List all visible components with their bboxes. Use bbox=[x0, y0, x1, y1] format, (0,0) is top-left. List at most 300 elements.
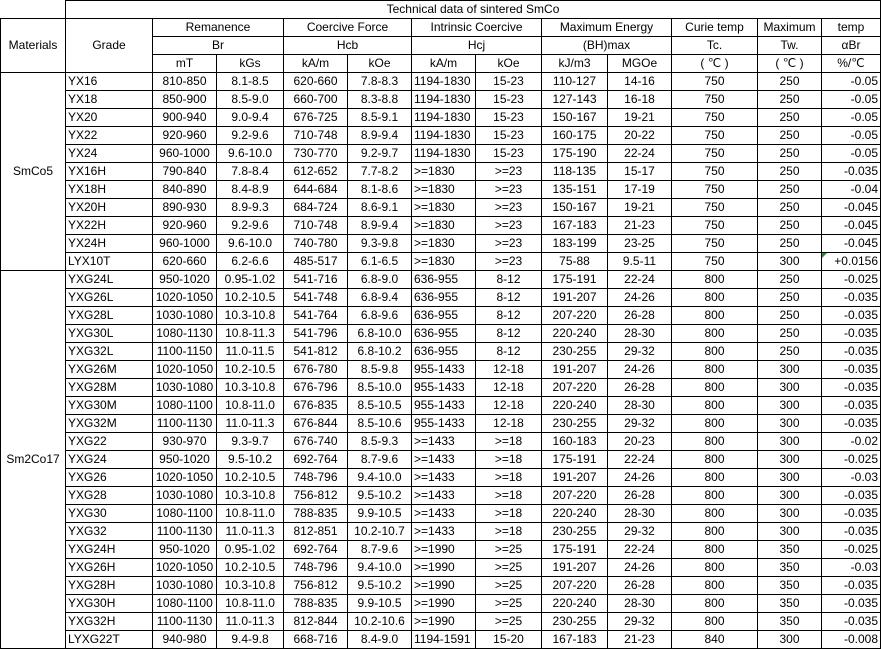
hcj-kam-cell: >=1433 bbox=[412, 451, 476, 469]
bhmax-mgoe-cell: 22-24 bbox=[608, 451, 672, 469]
hcj-koe-cell: >=23 bbox=[476, 163, 542, 181]
grade-cell: YX16H bbox=[66, 163, 153, 181]
table-row bbox=[1, 253, 881, 271]
temp-coef-cell: -0.025 bbox=[822, 451, 881, 469]
bhmax-kjm3-cell: 191-207 bbox=[542, 361, 608, 379]
coercive-symbol: Hcb bbox=[284, 37, 412, 55]
br-mt-cell: 1030-1080 bbox=[153, 379, 217, 397]
unit-cell: ( ℃ ) bbox=[672, 55, 758, 73]
br-mt-cell: 1020-1050 bbox=[153, 469, 217, 487]
hcj-koe-cell: 8-12 bbox=[476, 307, 542, 325]
unit-cell: kOe bbox=[476, 55, 542, 73]
grade-cell: LYXG22T bbox=[66, 631, 153, 649]
br-kgs-cell: 11.0-11.3 bbox=[217, 415, 284, 433]
hcj-koe-cell: 8-12 bbox=[476, 325, 542, 343]
bhmax-mgoe-cell: 19-21 bbox=[608, 109, 672, 127]
br-kgs-cell: 8.1-8.5 bbox=[217, 73, 284, 91]
hcb-kam-cell: 756-812 bbox=[284, 577, 348, 595]
hcj-kam-cell: >=1830 bbox=[412, 199, 476, 217]
br-kgs-cell: 9.4-9.8 bbox=[217, 631, 284, 649]
br-mt-cell: 1020-1050 bbox=[153, 559, 217, 577]
hcj-koe-cell: 12-18 bbox=[476, 415, 542, 433]
max-temp-cell: 300 bbox=[758, 433, 822, 451]
temp-coef-cell: -0.035 bbox=[822, 361, 881, 379]
curie-temp-cell: 750 bbox=[672, 91, 758, 109]
grade-cell: YX16 bbox=[66, 73, 153, 91]
table-row bbox=[1, 577, 881, 595]
bhmax-kjm3-cell: 118-135 bbox=[542, 163, 608, 181]
unit-cell: kOe bbox=[348, 55, 412, 73]
hcj-kam-cell: >=1990 bbox=[412, 559, 476, 577]
hcj-koe-cell: 8-12 bbox=[476, 271, 542, 289]
hcj-kam-cell: >=1433 bbox=[412, 433, 476, 451]
curie-temp-cell: 750 bbox=[672, 109, 758, 127]
bhmax-mgoe-cell: 14-16 bbox=[608, 73, 672, 91]
bhmax-kjm3-cell: 207-220 bbox=[542, 487, 608, 505]
bhmax-mgoe-cell: 22-24 bbox=[608, 145, 672, 163]
hcj-koe-cell: 15-23 bbox=[476, 145, 542, 163]
hcb-kam-cell: 740-780 bbox=[284, 235, 348, 253]
hcj-koe-cell: 15-23 bbox=[476, 127, 542, 145]
hcb-koe-cell: 8.5-9.1 bbox=[348, 109, 412, 127]
hcj-kam-cell: 636-955 bbox=[412, 289, 476, 307]
temp-coef-cell: -0.05 bbox=[822, 127, 881, 145]
hcb-koe-cell: 8.5-10.0 bbox=[348, 379, 412, 397]
max-temp-cell: 250 bbox=[758, 73, 822, 91]
hcj-koe-cell: >=18 bbox=[476, 523, 542, 541]
max-temp-cell: 350 bbox=[758, 577, 822, 595]
table-row bbox=[1, 451, 881, 469]
bhmax-mgoe-cell: 28-30 bbox=[608, 397, 672, 415]
br-mt-cell: 950-1020 bbox=[153, 541, 217, 559]
bhmax-mgoe-cell: 22-24 bbox=[608, 541, 672, 559]
max-temp-cell: 250 bbox=[758, 271, 822, 289]
table-row bbox=[1, 523, 881, 541]
temp-coef-cell: -0.05 bbox=[822, 145, 881, 163]
br-kgs-cell: 11.0-11.3 bbox=[217, 613, 284, 631]
hcb-koe-cell: 9.4-10.0 bbox=[348, 469, 412, 487]
max-temp-cell: 300 bbox=[758, 379, 822, 397]
max-temp-cell: 250 bbox=[758, 127, 822, 145]
br-mt-cell: 950-1020 bbox=[153, 451, 217, 469]
bhmax-mgoe-cell: 29-32 bbox=[608, 343, 672, 361]
hcb-koe-cell: 8.7-9.6 bbox=[348, 541, 412, 559]
grade-cell: YXG30H bbox=[66, 595, 153, 613]
curie-temp-cell: 800 bbox=[672, 577, 758, 595]
table-row bbox=[1, 199, 881, 217]
hcj-koe-cell: >=23 bbox=[476, 235, 542, 253]
energy-symbol: (BH)max bbox=[542, 37, 672, 55]
header-row-1 bbox=[1, 19, 881, 37]
hcj-koe-cell: 15-20 bbox=[476, 631, 542, 649]
hcb-koe-cell: 10.2-10.7 bbox=[348, 523, 412, 541]
temp-coef-cell: -0.035 bbox=[822, 325, 881, 343]
temp-coef-cell: -0.035 bbox=[822, 289, 881, 307]
br-kgs-cell: 11.0-11.5 bbox=[217, 343, 284, 361]
grade-cell: YXG24H bbox=[66, 541, 153, 559]
max-temp-cell: 350 bbox=[758, 541, 822, 559]
curie-symbol: Tc. bbox=[672, 37, 758, 55]
hcj-kam-cell: 636-955 bbox=[412, 271, 476, 289]
hcb-koe-cell: 8.6-9.1 bbox=[348, 199, 412, 217]
bhmax-mgoe-cell: 20-23 bbox=[608, 433, 672, 451]
curie-temp-cell: 750 bbox=[672, 163, 758, 181]
hcj-kam-cell: 955-1433 bbox=[412, 397, 476, 415]
table-row bbox=[1, 91, 881, 109]
bhmax-mgoe-cell: 26-28 bbox=[608, 487, 672, 505]
max-temp-cell: 350 bbox=[758, 595, 822, 613]
hcj-kam-cell: >=1990 bbox=[412, 577, 476, 595]
temp-coef-cell: -0.035 bbox=[822, 379, 881, 397]
hcj-kam-cell: >=1830 bbox=[412, 235, 476, 253]
bhmax-mgoe-cell: 23-25 bbox=[608, 235, 672, 253]
hcb-kam-cell: 676-796 bbox=[284, 379, 348, 397]
remanence-symbol: Br bbox=[153, 37, 284, 55]
curie-temp-cell: 750 bbox=[672, 145, 758, 163]
bhmax-kjm3-cell: 110-127 bbox=[542, 73, 608, 91]
hcb-koe-cell: 9.5-10.2 bbox=[348, 487, 412, 505]
hcb-koe-cell: 8.9-9.4 bbox=[348, 127, 412, 145]
br-mt-cell: 810-850 bbox=[153, 73, 217, 91]
br-kgs-cell: 9.2-9.6 bbox=[217, 217, 284, 235]
bhmax-mgoe-cell: 29-32 bbox=[608, 415, 672, 433]
br-kgs-cell: 9.3-9.7 bbox=[217, 433, 284, 451]
bhmax-kjm3-cell: 175-191 bbox=[542, 271, 608, 289]
bhmax-mgoe-cell: 24-26 bbox=[608, 559, 672, 577]
hcb-kam-cell: 676-740 bbox=[284, 433, 348, 451]
table-row bbox=[1, 109, 881, 127]
grade-cell: YX20 bbox=[66, 109, 153, 127]
hcb-koe-cell: 8.5-9.3 bbox=[348, 433, 412, 451]
hcb-kam-cell: 748-796 bbox=[284, 559, 348, 577]
bhmax-mgoe-cell: 26-28 bbox=[608, 577, 672, 595]
bhmax-kjm3-cell: 160-175 bbox=[542, 127, 608, 145]
br-kgs-cell: 10.8-11.0 bbox=[217, 595, 284, 613]
table-row bbox=[1, 487, 881, 505]
max-temp-cell: 300 bbox=[758, 253, 822, 271]
max-temp-cell: 250 bbox=[758, 163, 822, 181]
max-temp-cell: 250 bbox=[758, 235, 822, 253]
hcj-koe-cell: 8-12 bbox=[476, 289, 542, 307]
temp-coef-cell: -0.035 bbox=[822, 595, 881, 613]
br-kgs-cell: 9.0-9.4 bbox=[217, 109, 284, 127]
br-mt-cell: 1020-1050 bbox=[153, 361, 217, 379]
curie-temp-cell: 750 bbox=[672, 199, 758, 217]
br-mt-cell: 1080-1100 bbox=[153, 397, 217, 415]
bhmax-mgoe-cell: 9.5-11 bbox=[608, 253, 672, 271]
temp-coef-cell: -0.045 bbox=[822, 199, 881, 217]
hcb-kam-cell: 620-660 bbox=[284, 73, 348, 91]
br-kgs-cell: 10.8-11.0 bbox=[217, 505, 284, 523]
hcb-koe-cell: 9.9-10.5 bbox=[348, 595, 412, 613]
br-kgs-cell: 10.8-11.3 bbox=[217, 325, 284, 343]
grade-cell: YXG30 bbox=[66, 505, 153, 523]
br-mt-cell: 1080-1100 bbox=[153, 505, 217, 523]
grade-cell: YXG30L bbox=[66, 325, 153, 343]
bhmax-kjm3-cell: 175-191 bbox=[542, 451, 608, 469]
hcb-koe-cell: 8.5-9.8 bbox=[348, 361, 412, 379]
hcj-kam-cell: >=1830 bbox=[412, 163, 476, 181]
hcj-kam-cell: 636-955 bbox=[412, 307, 476, 325]
hcb-kam-cell: 710-748 bbox=[284, 217, 348, 235]
hcb-koe-cell: 10.2-10.6 bbox=[348, 613, 412, 631]
br-mt-cell: 920-960 bbox=[153, 127, 217, 145]
curie-temp-cell: 750 bbox=[672, 235, 758, 253]
bhmax-mgoe-cell: 17-19 bbox=[608, 181, 672, 199]
br-kgs-cell: 11.0-11.3 bbox=[217, 523, 284, 541]
grade-cell: YX24 bbox=[66, 145, 153, 163]
curie-temp-cell: 800 bbox=[672, 325, 758, 343]
max-temp-cell: 250 bbox=[758, 91, 822, 109]
hcb-kam-cell: 541-748 bbox=[284, 289, 348, 307]
hcb-kam-cell: 660-700 bbox=[284, 91, 348, 109]
table-body bbox=[1, 73, 881, 649]
table-row bbox=[1, 73, 881, 91]
hcb-koe-cell: 6.8-9.4 bbox=[348, 289, 412, 307]
br-mt-cell: 620-660 bbox=[153, 253, 217, 271]
hcb-koe-cell: 8.5-10.5 bbox=[348, 397, 412, 415]
grade-cell: YXG32L bbox=[66, 343, 153, 361]
hcj-kam-cell: 1194-1830 bbox=[412, 109, 476, 127]
material-cell: Sm2Co17 bbox=[1, 271, 66, 649]
grade-cell: YXG32M bbox=[66, 415, 153, 433]
br-mt-cell: 1100-1130 bbox=[153, 415, 217, 433]
bhmax-kjm3-cell: 207-220 bbox=[542, 379, 608, 397]
br-mt-cell: 890-930 bbox=[153, 199, 217, 217]
temp-coef-cell: +0.0156 bbox=[822, 253, 881, 271]
hcj-koe-cell: >=18 bbox=[476, 433, 542, 451]
hcb-kam-cell: 676-780 bbox=[284, 361, 348, 379]
hcb-kam-cell: 710-748 bbox=[284, 127, 348, 145]
unit-cell: MGOe bbox=[608, 55, 672, 73]
hcj-kam-cell: >=1433 bbox=[412, 523, 476, 541]
br-kgs-cell: 10.2-10.5 bbox=[217, 361, 284, 379]
hcb-kam-cell: 668-716 bbox=[284, 631, 348, 649]
hcb-kam-cell: 812-844 bbox=[284, 613, 348, 631]
hcj-kam-cell: 1194-1830 bbox=[412, 145, 476, 163]
grade-cell: YXG32 bbox=[66, 523, 153, 541]
hcb-kam-cell: 684-724 bbox=[284, 199, 348, 217]
hcj-kam-cell: >=1990 bbox=[412, 595, 476, 613]
br-kgs-cell: 8.5-9.0 bbox=[217, 91, 284, 109]
bhmax-kjm3-cell: 230-255 bbox=[542, 343, 608, 361]
bhmax-mgoe-cell: 19-21 bbox=[608, 199, 672, 217]
hcj-koe-cell: >=23 bbox=[476, 217, 542, 235]
br-kgs-cell: 8.4-8.9 bbox=[217, 181, 284, 199]
table-row bbox=[1, 163, 881, 181]
max-temp-cell: 250 bbox=[758, 289, 822, 307]
hcj-koe-cell: 15-23 bbox=[476, 73, 542, 91]
curie-temp-cell: 800 bbox=[672, 379, 758, 397]
bhmax-kjm3-cell: 75-88 bbox=[542, 253, 608, 271]
bhmax-kjm3-cell: 191-207 bbox=[542, 559, 608, 577]
max-temp-cell: 250 bbox=[758, 325, 822, 343]
bhmax-mgoe-cell: 22-24 bbox=[608, 271, 672, 289]
curie-temp-cell: 750 bbox=[672, 73, 758, 91]
hcb-kam-cell: 788-835 bbox=[284, 505, 348, 523]
bhmax-mgoe-cell: 26-28 bbox=[608, 307, 672, 325]
hcj-koe-cell: >=18 bbox=[476, 505, 542, 523]
curie-temp-cell: 800 bbox=[672, 271, 758, 289]
bhmax-kjm3-cell: 150-167 bbox=[542, 199, 608, 217]
bhmax-mgoe-cell: 16-18 bbox=[608, 91, 672, 109]
max-temp-cell: 250 bbox=[758, 307, 822, 325]
hcb-koe-cell: 8.9-9.4 bbox=[348, 217, 412, 235]
material-cell: SmCo5 bbox=[1, 73, 66, 271]
curie-temp-cell: 800 bbox=[672, 397, 758, 415]
br-mt-cell: 1030-1080 bbox=[153, 487, 217, 505]
curie-temp-cell: 800 bbox=[672, 433, 758, 451]
br-mt-cell: 920-960 bbox=[153, 217, 217, 235]
hcj-koe-cell: >=18 bbox=[476, 451, 542, 469]
hcb-kam-cell: 676-844 bbox=[284, 415, 348, 433]
hcb-kam-cell: 748-796 bbox=[284, 469, 348, 487]
max-temp-cell: 350 bbox=[758, 559, 822, 577]
br-mt-cell: 960-1000 bbox=[153, 235, 217, 253]
table-row bbox=[1, 325, 881, 343]
hcb-koe-cell: 6.8-10.2 bbox=[348, 343, 412, 361]
hcb-koe-cell: 9.9-10.5 bbox=[348, 505, 412, 523]
table-row bbox=[1, 307, 881, 325]
br-kgs-cell: 7.8-8.4 bbox=[217, 163, 284, 181]
corner-cell bbox=[1, 1, 66, 19]
tempcoef-symbol: αBr bbox=[822, 37, 881, 55]
temp-coef-cell: -0.035 bbox=[822, 505, 881, 523]
max-temp-cell: 250 bbox=[758, 109, 822, 127]
max-temp-cell: 300 bbox=[758, 361, 822, 379]
bhmax-kjm3-cell: 220-240 bbox=[542, 505, 608, 523]
table-row bbox=[1, 145, 881, 163]
curie-temp-cell: 840 bbox=[672, 631, 758, 649]
curie-temp-cell: 750 bbox=[672, 181, 758, 199]
grade-cell: LYX10T bbox=[66, 253, 153, 271]
hcj-koe-cell: >=23 bbox=[476, 253, 542, 271]
hcb-koe-cell: 6.8-9.0 bbox=[348, 271, 412, 289]
hcj-koe-cell: 15-23 bbox=[476, 91, 542, 109]
table-row bbox=[1, 541, 881, 559]
br-kgs-cell: 9.5-10.2 bbox=[217, 451, 284, 469]
hcj-koe-cell: >=25 bbox=[476, 559, 542, 577]
table-row bbox=[1, 433, 881, 451]
br-mt-cell: 900-940 bbox=[153, 109, 217, 127]
hcj-koe-cell: >=25 bbox=[476, 577, 542, 595]
curie-temp-cell: 800 bbox=[672, 307, 758, 325]
energy-header: Maximum Energy bbox=[542, 19, 672, 37]
temp-coef-cell: -0.045 bbox=[822, 217, 881, 235]
bhmax-mgoe-cell: 24-26 bbox=[608, 361, 672, 379]
br-mt-cell: 1030-1080 bbox=[153, 577, 217, 595]
curie-temp-cell: 800 bbox=[672, 415, 758, 433]
bhmax-mgoe-cell: 20-22 bbox=[608, 127, 672, 145]
table-row bbox=[1, 127, 881, 145]
hcj-kam-cell: 1194-1830 bbox=[412, 91, 476, 109]
grade-cell: YXG32H bbox=[66, 613, 153, 631]
temp-coef-cell: -0.02 bbox=[822, 433, 881, 451]
hcb-kam-cell: 612-652 bbox=[284, 163, 348, 181]
bhmax-mgoe-cell: 28-30 bbox=[608, 325, 672, 343]
br-mt-cell: 840-890 bbox=[153, 181, 217, 199]
hcb-kam-cell: 756-812 bbox=[284, 487, 348, 505]
curie-temp-cell: 800 bbox=[672, 289, 758, 307]
br-mt-cell: 850-900 bbox=[153, 91, 217, 109]
grade-cell: YXG22 bbox=[66, 433, 153, 451]
hcb-koe-cell: 8.7-9.6 bbox=[348, 451, 412, 469]
br-kgs-cell: 6.2-6.6 bbox=[217, 253, 284, 271]
grade-cell: YXG26H bbox=[66, 559, 153, 577]
br-kgs-cell: 10.3-10.8 bbox=[217, 577, 284, 595]
bhmax-kjm3-cell: 230-255 bbox=[542, 415, 608, 433]
hcj-kam-cell: >=1433 bbox=[412, 469, 476, 487]
hcb-koe-cell: 8.3-8.8 bbox=[348, 91, 412, 109]
grade-cell: YXG28 bbox=[66, 487, 153, 505]
table-row bbox=[1, 235, 881, 253]
curie-temp-cell: 800 bbox=[672, 559, 758, 577]
grade-cell: YX22 bbox=[66, 127, 153, 145]
grade-cell: YXG28L bbox=[66, 307, 153, 325]
br-kgs-cell: 10.2-10.5 bbox=[217, 559, 284, 577]
hcj-kam-cell: 955-1433 bbox=[412, 361, 476, 379]
hcb-kam-cell: 644-684 bbox=[284, 181, 348, 199]
grade-cell: YX18 bbox=[66, 91, 153, 109]
hcb-kam-cell: 730-770 bbox=[284, 145, 348, 163]
hcb-koe-cell: 8.4-9.0 bbox=[348, 631, 412, 649]
bhmax-mgoe-cell: 28-30 bbox=[608, 505, 672, 523]
bhmax-mgoe-cell: 21-23 bbox=[608, 631, 672, 649]
hcb-kam-cell: 692-764 bbox=[284, 541, 348, 559]
hcb-koe-cell: 6.8-9.6 bbox=[348, 307, 412, 325]
bhmax-mgoe-cell: 26-28 bbox=[608, 379, 672, 397]
grade-cell: YXG28H bbox=[66, 577, 153, 595]
hcb-kam-cell: 541-796 bbox=[284, 325, 348, 343]
materials-header: Materials bbox=[1, 19, 66, 73]
title-row bbox=[1, 1, 881, 19]
temp-coef-cell: -0.045 bbox=[822, 235, 881, 253]
unit-cell: kA/m bbox=[284, 55, 348, 73]
grade-cell: YXG30M bbox=[66, 397, 153, 415]
br-kgs-cell: 10.3-10.8 bbox=[217, 487, 284, 505]
bhmax-kjm3-cell: 167-183 bbox=[542, 217, 608, 235]
temp-coef-cell: -0.035 bbox=[822, 577, 881, 595]
br-mt-cell: 1020-1050 bbox=[153, 289, 217, 307]
bhmax-kjm3-cell: 175-191 bbox=[542, 541, 608, 559]
br-kgs-cell: 9.6-10.0 bbox=[217, 235, 284, 253]
max-temp-cell: 300 bbox=[758, 487, 822, 505]
curie-temp-cell: 800 bbox=[672, 613, 758, 631]
temp-coef-cell: -0.035 bbox=[822, 523, 881, 541]
grade-cell: YXG24 bbox=[66, 451, 153, 469]
table-row bbox=[1, 397, 881, 415]
hcb-koe-cell: 6.8-10.0 bbox=[348, 325, 412, 343]
hcj-koe-cell: 12-18 bbox=[476, 397, 542, 415]
temp-coef-cell: -0.025 bbox=[822, 541, 881, 559]
temp-coef-cell: -0.035 bbox=[822, 613, 881, 631]
hcb-koe-cell: 9.3-9.8 bbox=[348, 235, 412, 253]
temp-coef-cell: -0.035 bbox=[822, 307, 881, 325]
max-temp-cell: 300 bbox=[758, 505, 822, 523]
hcj-koe-cell: >=25 bbox=[476, 541, 542, 559]
br-mt-cell: 960-1000 bbox=[153, 145, 217, 163]
hcj-kam-cell: >=1433 bbox=[412, 505, 476, 523]
hcj-koe-cell: 12-18 bbox=[476, 361, 542, 379]
curie-temp-cell: 800 bbox=[672, 469, 758, 487]
br-mt-cell: 940-980 bbox=[153, 631, 217, 649]
bhmax-mgoe-cell: 29-32 bbox=[608, 523, 672, 541]
bhmax-kjm3-cell: 127-143 bbox=[542, 91, 608, 109]
table-row bbox=[1, 217, 881, 235]
br-mt-cell: 1030-1080 bbox=[153, 307, 217, 325]
br-mt-cell: 1100-1130 bbox=[153, 523, 217, 541]
max-temp-cell: 250 bbox=[758, 181, 822, 199]
